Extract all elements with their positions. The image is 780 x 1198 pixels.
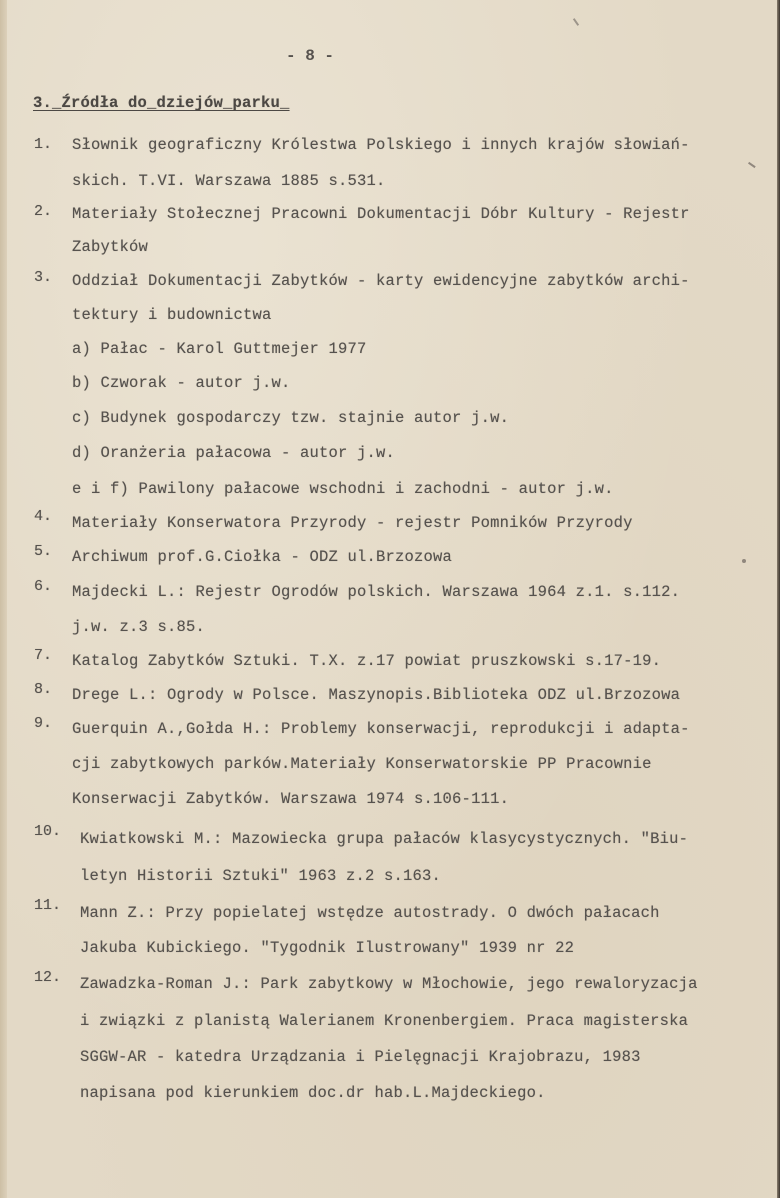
item-text: Materiały Stołecznej Pracowni Dokumentacji Dóbr Kultury - Rejestr [72,205,690,223]
item-number: 9. [34,715,53,732]
item-number: 3. [34,269,53,286]
item-text: Słownik geograficzny Królestwa Polskiego i innych krajów słowiań- [72,136,690,154]
item-number: 5. [34,543,53,560]
item-number: 7. [34,647,53,664]
item-text: SGGW-AR - katedra Urządzania i Pielęgnacji Krajobrazu, 1983 [80,1048,641,1066]
item-text: Zabytków [72,238,149,256]
item-number: 2. [34,203,53,220]
paper-mark [742,559,746,563]
page-left-edge [0,0,7,1198]
subitem-text: e i f) Pawilony pałacowe wschodni i zachodni - autor j.w. [72,480,614,498]
item-text: Guerquin A.,Gołda H.: Problemy konserwacji, reprodukcji i adapta- [72,720,690,738]
item-text: napisana pod kierunkiem doc.dr hab.L.Majdeckiego. [80,1084,546,1102]
item-text: i związki z planistą Walerianem Kronenbergiem. Praca magisterska [80,1012,689,1030]
page-number: - 8 - [285,47,334,65]
item-text: j.w. z.3 s.85. [72,618,206,636]
item-text: Jakuba Kubickiego. "Tygodnik Ilustrowany" 1939 nr 22 [80,939,575,957]
item-number: 8. [34,681,53,698]
section-heading: 3._Źródła do_dziejów_parku_ [33,94,290,112]
paper-mark [748,162,755,168]
item-text: Konserwacji Zabytków. Warszawa 1974 s.106-111. [72,790,510,808]
item-number: 4. [34,508,53,525]
item-text: Kwiatkowski M.: Mazowiecka grupa pałaców klasycystycznych. "Biu- [80,830,689,848]
item-text: tektury i budownictwa [72,306,272,324]
item-text: letyn Historii Sztuki" 1963 z.2 s.163. [80,867,442,885]
item-number: 12. [34,969,62,986]
subitem-text: c) Budynek gospodarczy tzw. stajnie autor j.w. [72,409,510,427]
item-text: cji zabytkowych parków.Materiały Konserwatorskie PP Pracownie [72,755,652,773]
paper-mark [573,18,579,26]
item-text: Mann Z.: Przy popielatej wstędze autostrady. O dwóch pałacach [80,904,660,922]
subitem-text: b) Czworak - autor j.w. [72,374,291,392]
item-number: 11. [34,897,62,914]
item-number: 10. [34,823,62,840]
item-text: Katalog Zabytków Sztuki. T.X. z.17 powiat pruszkowski s.17-19. [72,652,662,670]
item-text: Majdecki L.: Rejestr Ogrodów polskich. Warszawa 1964 z.1. s.112. [72,583,681,601]
subitem-text: a) Pałac - Karol Guttmejer 1977 [72,340,367,358]
item-number: 1. [34,136,53,153]
item-text: Oddział Dokumentacji Zabytków - karty ewidencyjne zabytków archi- [72,272,690,290]
item-text: Materiały Konserwatora Przyrody - rejestr Pomników Przyrody [72,514,633,532]
item-text: skich. T.VI. Warszawa 1885 s.531. [72,172,386,190]
item-text: Zawadzka-Roman J.: Park zabytkowy w Młochowie, jego rewaloryzacja [80,975,698,993]
item-number: 6. [34,578,53,595]
subitem-text: d) Oranżeria pałacowa - autor j.w. [72,444,396,462]
item-text: Archiwum prof.G.Ciołka - ODZ ul.Brzozowa [72,548,453,566]
item-text: Drege L.: Ogrody w Polsce. Maszynopis.Biblioteka ODZ ul.Brzozowa [72,686,681,704]
